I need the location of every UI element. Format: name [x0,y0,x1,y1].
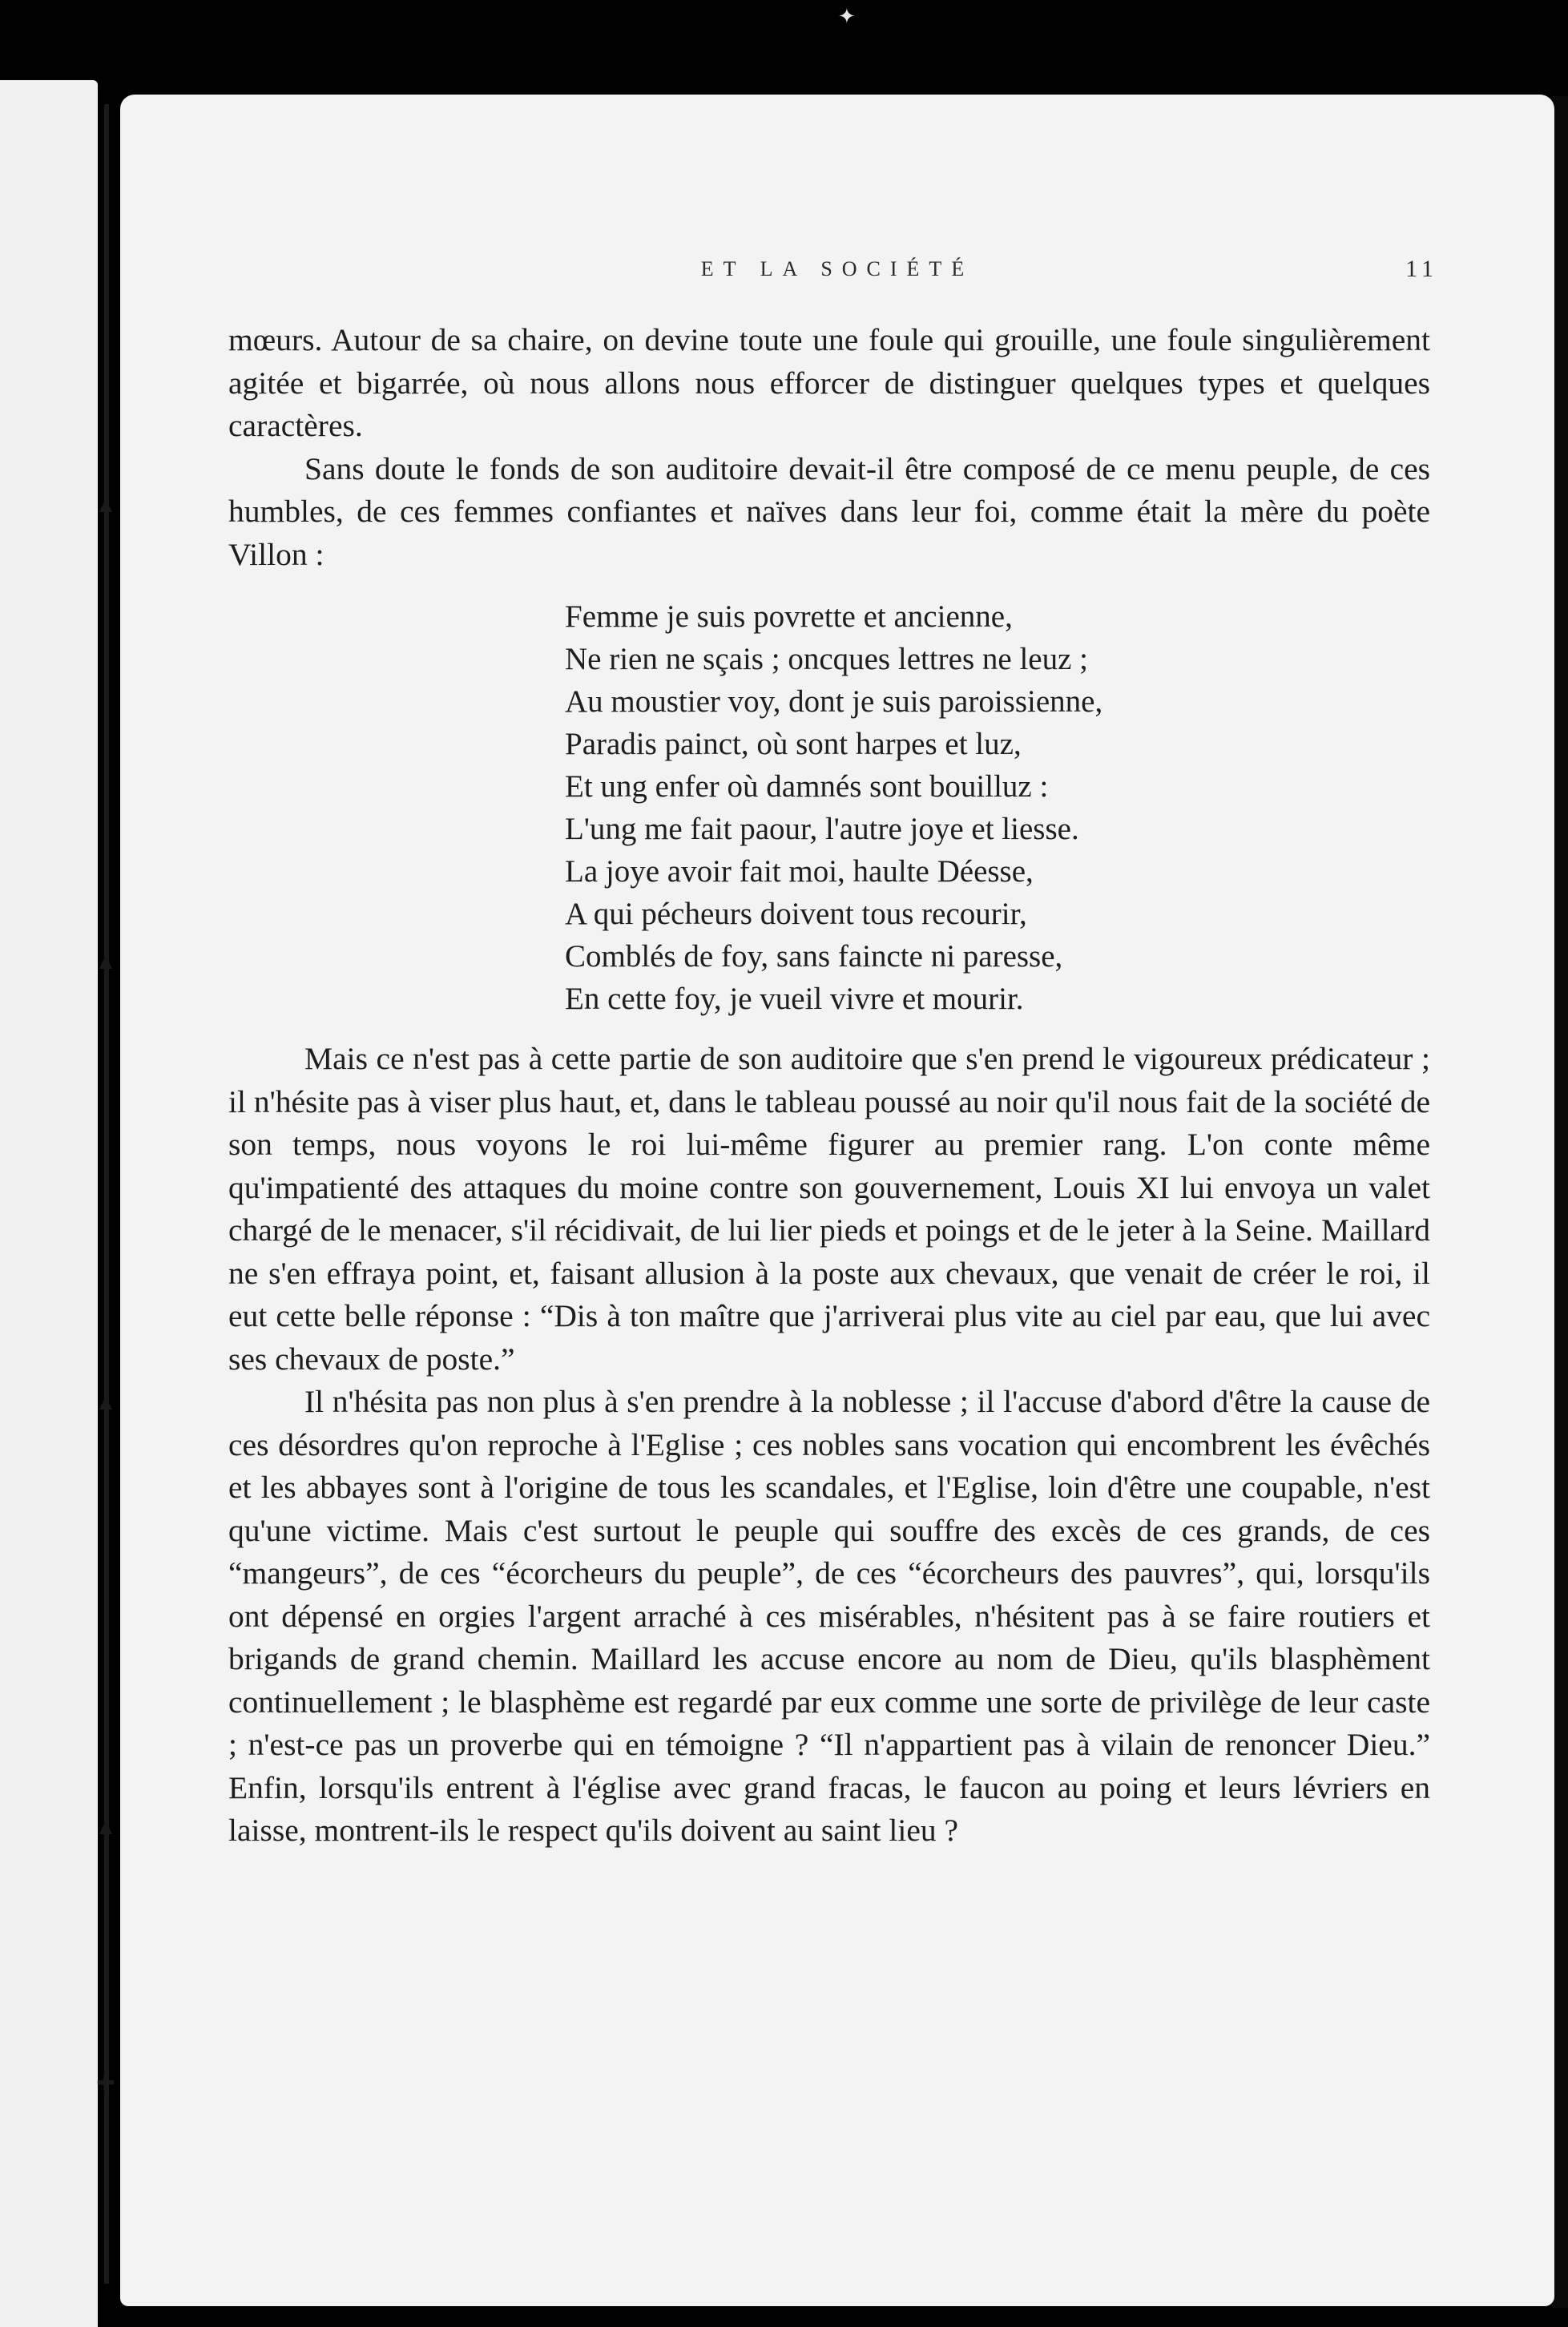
paragraph: Sans doute le fonds de son auditoire devait-il être composé de ce menu peuple, de ces humbles, de ces femmes confiantes et naïves dans leur foi, comme était la mère du poète Villon : [228,450,1430,572]
page-number: 11 [1405,256,1438,282]
verse-line: Ne rien ne sçais ; oncques lettres ne leuz ; [565,642,1089,676]
gutter-arrow-icon: ✚ [96,2071,115,2096]
scan-registration-mark: ✦ [838,5,856,28]
binding-gutter-line [104,104,109,2284]
verse-line: L'ung me fait paour, l'autre joye et liesse. [565,812,1079,846]
verse-line: Paradis painct, où sont harpes et luz, [565,727,1022,761]
gutter-arrow-icon: ▲ [95,1815,117,1840]
verse-line: Comblés de foy, sans faincte ni paresse, [565,939,1063,974]
gutter-arrow-icon: ▲ [95,950,117,974]
verse-line: Au moustier voy, dont je suis paroissienne, [565,684,1103,719]
verse-line: Femme je suis povrette et ancienne, [565,599,1013,634]
running-head: ET LA SOCIÉTÉ [700,257,974,280]
verse-line: Et ung enfer où damnés sont bouilluz : [565,769,1049,804]
facing-page-edge [0,80,98,2327]
verse-block [565,595,1430,1020]
page-header [120,251,1554,283]
gutter-arrow-icon: ▲ [95,1390,117,1415]
verse-line: En cette foy, je vueil vivre et mourir. [565,982,1024,1016]
verse-line: La joye avoir fait moi, haulte Déesse, [565,854,1034,889]
paragraph: Mais ce n'est pas à cette partie de son auditoire que s'en prend le vigoureux prédicateur ; il n'hésite pas à viser plus haut, et, dans le tableau poussé au noir qu'il nous fait de la société de son temps, nous voyons le roi lui-même figurer au premier rang. L'on conte même qu'impatienté des attaques du moine contre son gouvernement, Louis XI lui envoya un valet chargé de le menacer, s'il récidivait, de lui lier pieds et poings et de le jeter à la Seine. Maillard ne s'en effraya point, et, faisant allusion à la poste aux chevaux, que venait de créer le roi, il eut cette belle réponse : “Dis à ton maître que j'arriverai plus vite au ciel par eau, que lui avec ses chevaux de poste.” [228,1041,1430,1377]
verse-line: A qui pécheurs doivent tous recourir, [565,897,1027,931]
paragraph: Il n'hésita pas non plus à s'en prendre à la noblesse ; il l'accuse d'abord d'être la cause de ces désordres qu'on reproche à l'Eglise ; ces nobles sans vocation qui encombrent les évêchés et les abbayes sont à l'origine de tous les scandales, et l'Eglise, loin d'être une coupable, n'est qu'une victime. Mais c'est surtout le peuple qui souffre des excès de ces grands, de ces “mangeurs”, de ces “écorcheurs du peuple”, de ces “écorcheurs des pauvres”, qui, lorsqu'ils ont dépensé en orgies l'argent arraché à ces misérables, n'hésitent pas à se faire routiers et brigands de grand chemin. Maillard les accuse encore au nom de Dieu, qu'ils blasphèment continuellement ; le blasphème est regardé par eux comme une sorte de privilège de leur caste ; n'est-ce pas un proverbe qui en témoigne ? “Il n'appartient pas à vilain de renoncer Dieu.” Enfin, lorsqu'ils entrent à l'église avec grand fracas, le faucon au poing et leurs lévriers en laisse, montrent-ils le respect qu'ils doivent au saint lieu ? [228,1384,1430,1848]
gutter-arrow-icon: ▲ [95,493,117,518]
page-edge-shadow [1553,96,1568,2308]
page-body [228,319,1430,1853]
paragraph: mœurs. Autour de sa chaire, on devine toute une foule qui grouille, une foule singulièrement agitée et bigarrée, où nous allons nous efforcer de distinguer quelques types et quelques caractères. [228,322,1430,443]
book-page [120,95,1554,2306]
